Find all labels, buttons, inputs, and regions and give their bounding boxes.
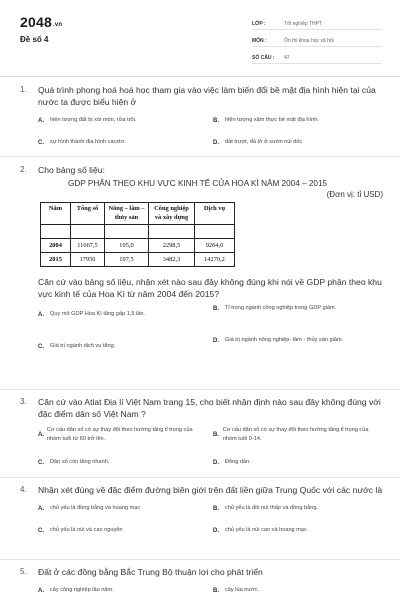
question-text: Căn cứ vào Atlat Địa lí Việt Nam trang 15, cho biết nhận định nào sau đây không đúng với đặc điểm dân số Việt Nam ? — [38, 397, 381, 419]
option-letter: B. — [213, 117, 219, 124]
logo-main: 2048 — [20, 14, 52, 30]
option-letter: A. — [38, 311, 44, 318]
option-text: chủ yếu là núi cao và hoang mạc — [225, 527, 307, 533]
meta-key: LỚP : — [252, 21, 266, 27]
option-c[interactable] — [38, 526, 208, 535]
meta-row-subject — [252, 33, 382, 47]
table-header-cell: Tổng số — [71, 203, 105, 225]
option-a[interactable] — [38, 504, 208, 513]
table-cell-year: 2004 — [41, 239, 71, 253]
question-number: 3. — [20, 397, 27, 406]
option-text: chủ yếu là đồng bằng và hoang mạc — [50, 505, 141, 511]
option-d[interactable] — [213, 458, 373, 467]
option-b[interactable] — [213, 586, 383, 595]
question-number: 5. — [20, 567, 27, 576]
option-a[interactable] — [38, 426, 198, 444]
meta-key: MÔN : — [252, 38, 267, 44]
option-letter: A. — [38, 505, 44, 512]
table-cell: 14270,2 — [195, 253, 235, 267]
option-text: chủ yếu là đồi núi thấp và đồng bằng. — [225, 505, 318, 511]
gdp-table — [40, 202, 235, 267]
option-letter: B. — [213, 587, 219, 594]
exam-meta — [252, 16, 382, 67]
question-divider — [0, 156, 400, 157]
question-followup: Căn cứ vào bảng số liệu, nhận xét nào sau đây không đúng khi nói về GDP phân theo khu vực kinh tế của Hoa Kì từ năm 2004 đến 2015? — [38, 277, 382, 299]
table-row — [41, 239, 235, 253]
table-header-cell: Nông – lâm – thủy sản — [105, 203, 149, 225]
meta-key: SỐ CÂU : — [252, 55, 275, 61]
exam-number: Đề số 4 — [20, 35, 49, 44]
option-letter: B. — [213, 432, 219, 438]
option-b[interactable] — [213, 504, 383, 513]
table-cell: 197,5 — [105, 253, 149, 267]
option-letter: D. — [213, 337, 219, 344]
table-header-row — [41, 203, 235, 225]
question-divider — [0, 389, 400, 390]
option-letter: D. — [213, 459, 219, 466]
option-text: Giá trị ngành nông nghiệp- lâm - thủy sản giảm. — [225, 337, 344, 343]
question-text: Đất ở các đồng bằng Bắc Trung Bộ thuận lợi cho phát triển — [38, 567, 263, 577]
table-cell: 105,0 — [105, 239, 149, 253]
option-a[interactable] — [38, 116, 208, 125]
option-text: hiện tượng xâm thực bề mặt địa hình. — [225, 117, 319, 123]
table-cell: 11667,5 — [71, 239, 105, 253]
question-1 — [20, 84, 385, 154]
option-a[interactable] — [38, 310, 208, 319]
option-letter: D. — [213, 139, 219, 146]
meta-value: 47 — [284, 55, 290, 61]
option-text: Tỉ trọng ngành công nghiệp trong GDP giảm. — [225, 305, 337, 311]
table-cell: 2298,5 — [149, 239, 195, 253]
option-c[interactable] — [38, 342, 208, 351]
site-logo[interactable] — [20, 14, 62, 30]
option-text: Cơ cấu dân số có sự thay đổi theo hướng tăng tỉ trọng của nhóm tuổi từ 60 trở lên. — [46, 427, 193, 442]
option-b[interactable] — [213, 426, 373, 444]
table-title: GDP PHÂN THEO KHU VỰC KINH TẾ CỦA HOA KÌ NĂM 2004 – 2015 — [68, 179, 328, 188]
table-cell: 17950 — [71, 253, 105, 267]
table-header-cell: Dịch vụ — [195, 203, 235, 225]
table-cell: 3482,3 — [149, 253, 195, 267]
option-letter: C. — [38, 459, 44, 466]
question-5 — [20, 566, 385, 598]
option-text: đất trượt, đá lở ở sườn núi dốc — [225, 139, 303, 145]
option-a[interactable] — [38, 586, 208, 595]
question-text: Nhận xét đúng về đặc điểm đường biên giới trên đất liền giữa Trung Quốc với các nước là — [38, 485, 383, 495]
question-number: 2. — [20, 165, 27, 174]
table-cell: 9264,0 — [195, 239, 235, 253]
option-text: chủ yếu là núi và cao nguyên — [50, 527, 123, 533]
meta-row-class — [252, 16, 382, 30]
meta-value: Ôn thi khoa học xã hội — [284, 38, 334, 44]
table-spacer-row — [41, 225, 235, 239]
option-letter: D. — [213, 527, 219, 534]
option-text: sự hình thành địa hình cacxtơ. — [50, 139, 126, 145]
option-letter: B. — [213, 505, 219, 512]
option-d[interactable] — [213, 138, 383, 147]
option-text: Dân số còn tăng nhanh. — [50, 459, 110, 465]
question-text: Quá trình phong hoá hoá học tham gia vào việc làm biến đổi bề mặt địa hình hiện tại của nước ta được biểu hiện ở — [38, 85, 376, 107]
option-letter: C. — [38, 343, 44, 350]
option-b[interactable] — [213, 304, 373, 313]
meta-value: Tốt nghiệp THPT — [284, 21, 322, 27]
header-divider — [0, 76, 400, 77]
table-header-cell: Năm — [41, 203, 71, 225]
option-letter: C. — [38, 527, 44, 534]
option-letter: B. — [213, 305, 219, 312]
question-divider — [0, 559, 400, 560]
option-c[interactable] — [38, 458, 208, 467]
option-d[interactable] — [213, 336, 373, 345]
logo-suffix: .vn — [52, 22, 63, 28]
question-number: 1. — [20, 85, 27, 94]
question-number: 4. — [20, 485, 27, 494]
option-text: Cơ cấu dân số có sự thay đổi theo hướng tăng tỉ trọng của nhóm tuổi 0-14. — [222, 427, 369, 442]
option-text: cây lúa nước. — [225, 587, 260, 593]
option-c[interactable] — [38, 138, 208, 147]
table-header-cell: Công nghiệp và xây dựng — [149, 203, 195, 225]
option-b[interactable] — [213, 116, 383, 125]
exam-header — [0, 0, 400, 70]
question-text: Cho bảng số liệu: — [38, 165, 105, 175]
meta-row-count — [252, 50, 382, 64]
table-unit: (Đơn vị: tỉ USD) — [326, 190, 383, 199]
question-3 — [20, 396, 385, 472]
question-2 — [20, 164, 385, 362]
option-text: hiện tượng đất bị xói mòn, rửa trôi. — [50, 117, 137, 123]
table-cell-year: 2015 — [41, 253, 71, 267]
option-text: Đông dân. — [225, 459, 251, 465]
option-letter: A. — [38, 117, 44, 124]
option-text: cây công nghiệp lâu năm. — [50, 587, 114, 593]
option-letter: A. — [38, 587, 44, 594]
question-4 — [20, 484, 385, 542]
question-divider — [0, 477, 400, 478]
option-letter: A. — [38, 432, 44, 438]
option-letter: C. — [38, 139, 44, 146]
option-text: Giá trị ngành dịch vụ tăng. — [50, 343, 116, 349]
option-text: Quy mô GDP Hoa Kì tăng gấp 1,5 lần. — [50, 311, 146, 317]
table-row — [41, 253, 235, 267]
option-d[interactable] — [213, 526, 383, 535]
